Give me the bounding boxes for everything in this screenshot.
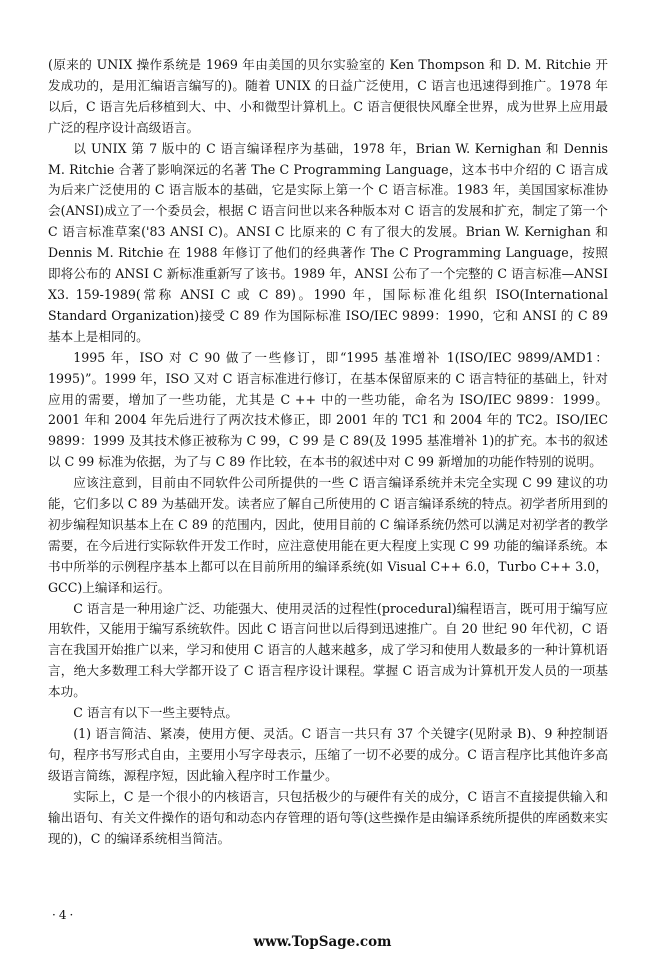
paragraph-4: 应该注意到，目前由不同软件公司所提供的一些 C 语言编译系统并未完全实现 C 99 建议的功能，它们多以 C 89 为基础开发。读者应了解自己所使用的 C 语言编译系统的特点。初学者所用到的初步编程知识基本上在 C 89 的范围内，因此，使用目前的 C 编译系统仍然可以满足对初学者的教学需要，在今后进行实际软件开发工作时，应注意使用能在更大程度上实现 C 99 功能的编译系统。本书中所举的示例程序基本上都可以在目前所用的编译系统(如 Visual C++ 6.0，Turbo C++ 3.0，GCC)上编译和运行。	[48, 475, 608, 595]
paragraph-7: (1) 语言简洁、紧凑，使用方便、灵活。C 语言一共只有 37 个关键字(见附录 B)、9 种控制语句，程序书写形式自由，主要用小写字母表示，压缩了一切不必要的成分。C 语言程序比其他许多高级语言简练，源程序短，因此输入程序时工作量少。	[48, 726, 608, 783]
body-text	[48, 55, 608, 849]
footer-url: www.TopSage.com	[253, 934, 392, 950]
page-number: ·4·	[52, 908, 77, 922]
paragraph-3: 1995 年，ISO 对 C 90 做了一些修订，即“1995 基准增补 1(ISO/IEC 9899/AMD1：1995)”。1999 年，ISO 又对 C 语言标准进行修订，在基本保留原来的 C 语言特征的基础上，针对应用的需要，增加了一些功能，尤其是 C ++ 中的一些功能，命名为 ISO/IEC 9899：1999。2001 年和 2004 年先后进行了两次技术修正，即 2001 年的 TC1 和 2004 年的 TC2。ISO/IEC 9899：1999 及其技术修正被称为 C 99，C 99 是 C 89(及 1995 基准增补 1)的扩充。本书的叙述以 C 99 标准为依据，为了与 C 89 作比较，在本书的叙述中对 C 99 新增加的功能作特别的说明。	[48, 349, 608, 470]
paragraph-8: 实际上，C 是一个很小的内核语言，只包括极少的与硬件有关的成分，C 语言不直接提供输入和输出语句、有关文件操作的语句和动态内存管理的语句等(这些操作是由编译系统所提供的库函数来实现的)，C 的编译系统相当简洁。	[48, 788, 608, 846]
paragraph-1: (原来的 UNIX 操作系统是 1969 年由美国的贝尔实验室的 Ken Thompson 和 D. M. Ritchie 开发成功的，是用汇编语言编写的)。随着 UNIX 的日益广泛使用，C 语言也迅速得到推广。1978 年以后，C 语言先后移植到大、中、小和微型计算机上。C 语言便很快风靡全世界，成为世界上应用最广泛的程序设计高级语言。	[48, 57, 608, 135]
paragraph-5: C 语言是一种用途广泛、功能强大、使用灵活的过程性(procedural)编程语言，既可用于编写应用软件，又能用于编写系统软件。因此 C 语言问世以后得到迅速推广。自 20 世纪 90 年代初，C 语言在我国开始推广以来，学习和使用 C 语言的人越来越多，成了学习和使用人数最多的一种计算机语言，绝大多数理工科大学都开设了 C 语言程序设计课程。掌握 C 语言成为计算机开发人员的一项基本功。	[48, 600, 608, 700]
paragraph-6: C 语言有以下一些主要特点。	[73, 705, 238, 721]
paragraph-2: 以 UNIX 第 7 版中的 C 语言编译程序为基础，1978 年，Brian W. Kernighan 和 Dennis M. Ritchie 合著了影响深远的名著 The C Programming Language，这本书中介绍的 C 语言成为后来广泛使用的 C 语言版本的基础，它是实际上第一个 C 语言标准。1983 年，美国国家标准协会(ANSI)成立了一个委员会，根据 C 语言问世以来各种版本对 C 语言的发展和扩充，制定了第一个 C 语言标准草案('83 ANSI C)。ANSI C 比原来的 C 有了很大的发展。Brian W. Kernighan 和 Dennis M. Ritchie 在 1988 年修订了他们的经典著作 The C Programming Language，按照即将公布的 ANSI C 新标准重新写了该书。1989 年，ANSI 公布了一个完整的 C 语言标准—ANSI X3. 159-1989(常称 ANSI C 或 C 89)。1990 年，国际标准化组织 ISO(International Standard Organization)接受 C 89 作为国际标准 ISO/IEC 9899：1990，它和 ANSI 的 C 89 基本上是相同的。	[48, 140, 608, 344]
